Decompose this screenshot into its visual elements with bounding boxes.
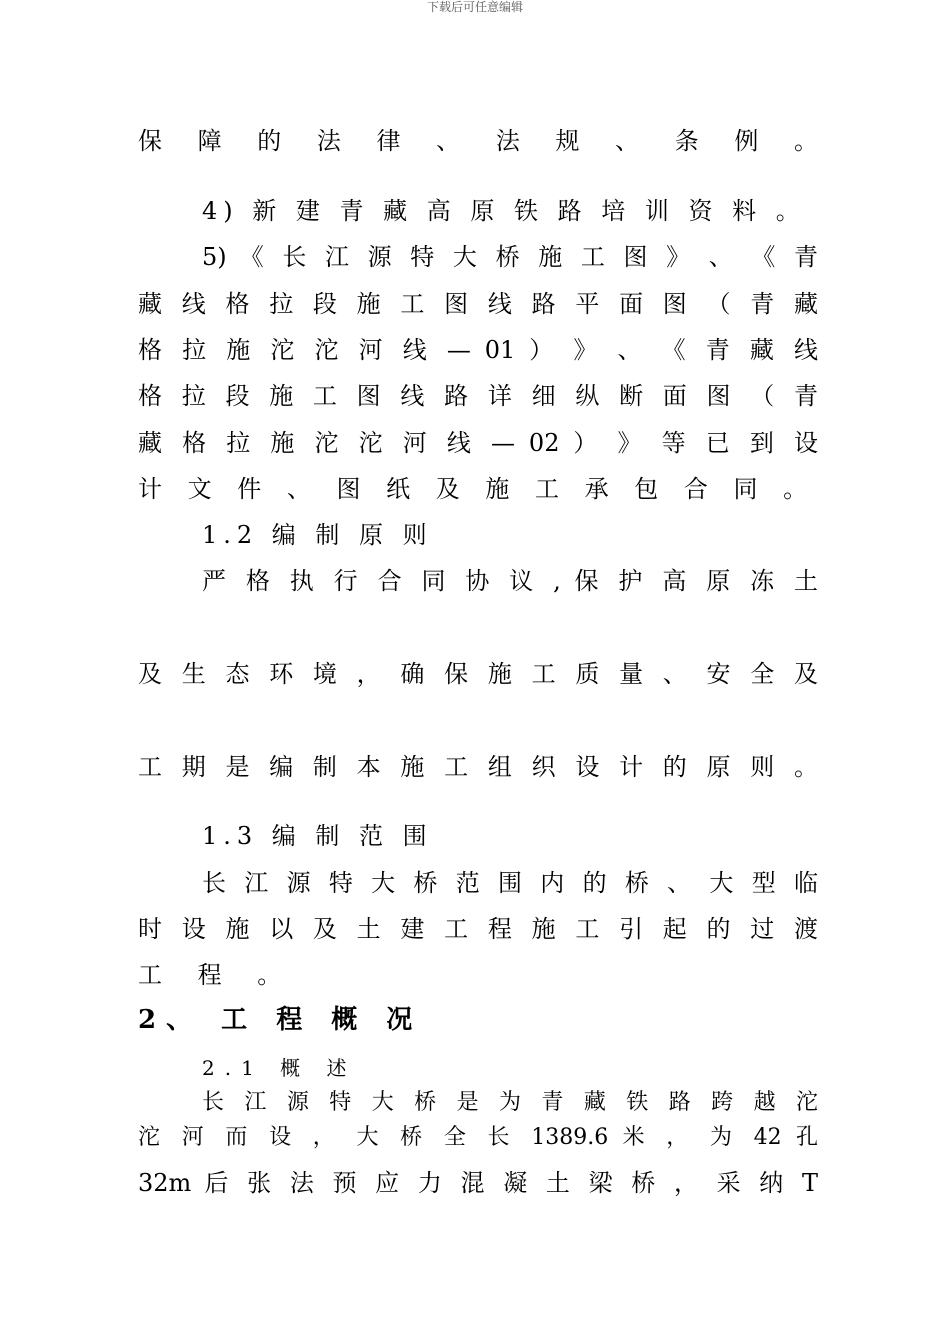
body-line: 藏 格 拉 施 沱 沱 河 线 — 02 ） 》 等 已 到 设 bbox=[138, 429, 818, 457]
body-line: 严 格 执 行 合 同 协 议 , 保 护 高 原 冻 土 bbox=[202, 567, 818, 595]
body-line: 格 拉 段 施 工 图 线 路 详 细 纵 断 面 图 （ 青 bbox=[138, 382, 818, 410]
body-line: 长 江 源 特 大 桥 是 为 青 藏 铁 路 跨 越 沱 bbox=[202, 1090, 818, 1115]
body-line: 沱 河 而 设 ， 大 桥 全 长 1389.6 米 ， 为 42 孔 bbox=[138, 1125, 818, 1150]
page-header: 下载后可任意编辑 bbox=[426, 0, 523, 14]
body-line: 工 程 。 bbox=[138, 961, 296, 989]
section-heading: 2.1 概 述 bbox=[202, 1056, 357, 1080]
body-line: 藏 线 格 拉 段 施 工 图 线 路 平 面 图 （ 青 藏 bbox=[138, 290, 818, 318]
section-heading: 1.3 编 制 范 围 bbox=[202, 822, 433, 850]
body-line: 工 期 是 编 制 本 施 工 组 织 设 计 的 原 则 。 bbox=[138, 753, 818, 781]
section-heading: 1.2 编 制 原 则 bbox=[202, 521, 433, 549]
body-line: 时 设 施 以 及 土 建 工 程 施 工 引 起 的 过 渡 bbox=[138, 915, 818, 943]
body-line: 计 文 件 、 图 纸 及 施 工 承 包 合 同 。 bbox=[138, 475, 817, 503]
body-line: 格 拉 施 沱 沱 河 线 — 01 ） 》 、 《 青 藏 线 bbox=[138, 336, 818, 364]
body-line: 长 江 源 特 大 桥 范 围 内 的 桥 、 大 型 临 bbox=[202, 869, 818, 897]
body-line: 及 生 态 环 境 ， 确 保 施 工 质 量 、 安 全 及 bbox=[138, 660, 818, 688]
body-line: 32m 后 张 法 预 应 力 混 凝 土 梁 桥 ， 采 纳 T bbox=[138, 1169, 818, 1197]
body-line: 4) 新 建 青 藏 高 原 铁 路 培 训 资 料 。 bbox=[202, 197, 806, 225]
body-line: 保 障 的 法 律 、 法 规 、 条 例 。 bbox=[138, 127, 818, 155]
chapter-heading: 2、 工 程 概 况 bbox=[138, 1005, 423, 1035]
body-line: 5) 《 长 江 源 特 大 桥 施 工 图 》 、 《 青 bbox=[202, 243, 818, 271]
